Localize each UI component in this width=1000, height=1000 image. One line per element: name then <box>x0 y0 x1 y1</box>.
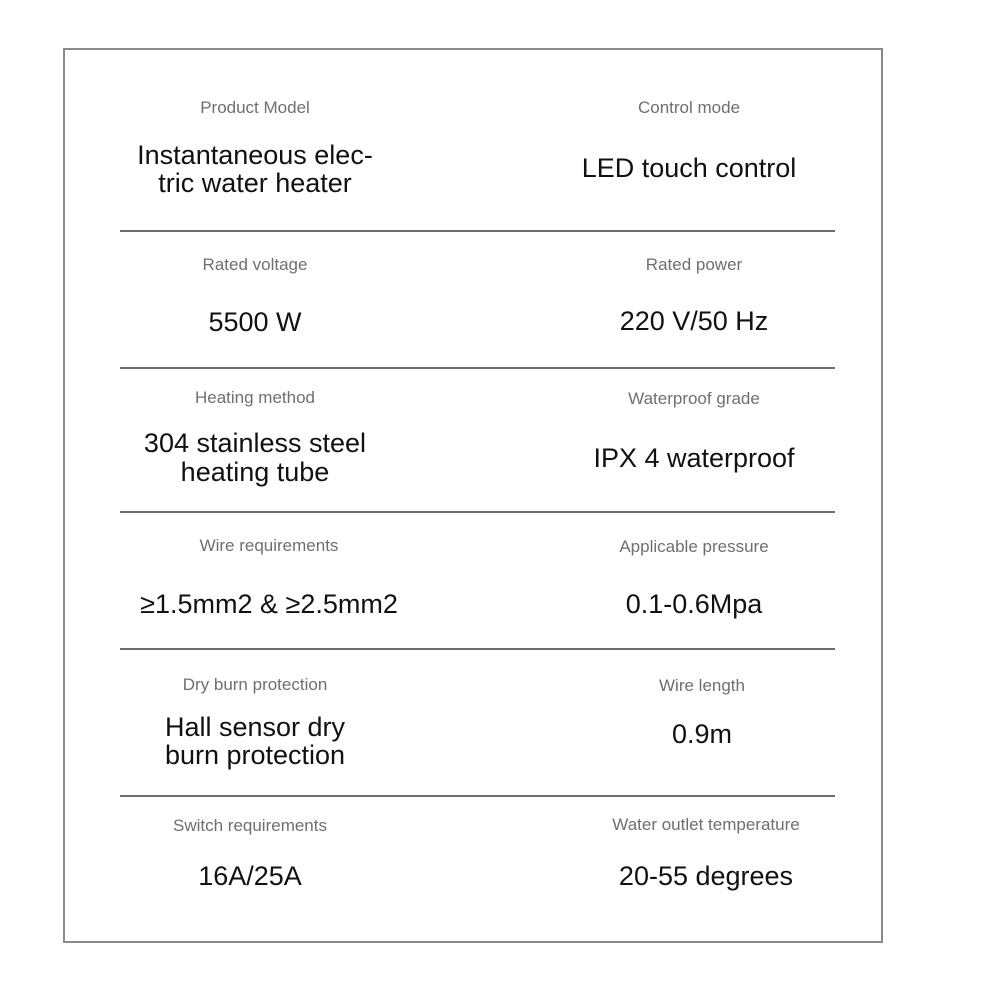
spec-value-line: 304 stainless steel <box>143 428 367 458</box>
spec-heating-method <box>75 387 435 497</box>
spec-label: Switch requirements <box>172 816 327 835</box>
spec-value-line: 5500 W <box>208 307 302 337</box>
spec-switch-requirements <box>70 816 430 916</box>
spec-value-line: LED touch control <box>581 153 797 183</box>
spec-label: Heating method <box>194 388 316 407</box>
spec-product-model <box>75 96 435 216</box>
spec-label: Waterproof grade <box>628 389 760 408</box>
spec-value-line: 16A/25A <box>198 861 302 891</box>
spec-wire-length <box>522 676 882 786</box>
spec-value-line: Hall sensor dry <box>164 712 346 742</box>
spec-rated-power <box>514 254 874 354</box>
row-divider <box>120 367 835 369</box>
spec-label: Rated voltage <box>202 255 308 274</box>
spec-label: Wire length <box>659 676 745 695</box>
spec-wire-requirements <box>89 536 449 636</box>
row-divider <box>120 230 835 232</box>
spec-applicable-pressure <box>514 537 874 637</box>
spec-value-line: 20-55 degrees <box>618 861 794 891</box>
row-divider <box>120 511 835 513</box>
spec-value-line: ≥1.5mm2 & ≥2.5mm2 <box>140 589 398 619</box>
spec-value-line: IPX 4 waterproof <box>593 443 795 473</box>
spec-value-line: heating tube <box>180 457 330 487</box>
spec-label: Dry burn protection <box>182 675 328 694</box>
spec-rated-voltage <box>75 254 435 354</box>
spec-label: Applicable pressure <box>619 537 769 556</box>
spec-value-line: Instantaneous elec- <box>137 140 373 170</box>
spec-label: Wire requirements <box>199 536 339 555</box>
spec-label: Control mode <box>637 98 741 117</box>
spec-value-line: 220 V/50 Hz <box>619 306 769 336</box>
spec-label: Water outlet temperature <box>612 815 800 834</box>
spec-value-line: 0.1-0.6Mpa <box>625 589 763 619</box>
spec-label: Product Model <box>200 98 310 117</box>
spec-value-line: burn protection <box>164 740 346 770</box>
row-divider <box>120 648 835 650</box>
spec-label: Rated power <box>645 255 743 274</box>
spec-value-line: tric water heater <box>158 168 352 198</box>
spec-value-line: 0.9m <box>671 719 733 749</box>
row-divider <box>120 795 835 797</box>
spec-control-mode <box>509 96 869 216</box>
spec-water-outlet-temperature <box>526 815 886 915</box>
spec-waterproof-grade <box>514 389 874 499</box>
spec-dry-burn-protection <box>75 675 435 785</box>
